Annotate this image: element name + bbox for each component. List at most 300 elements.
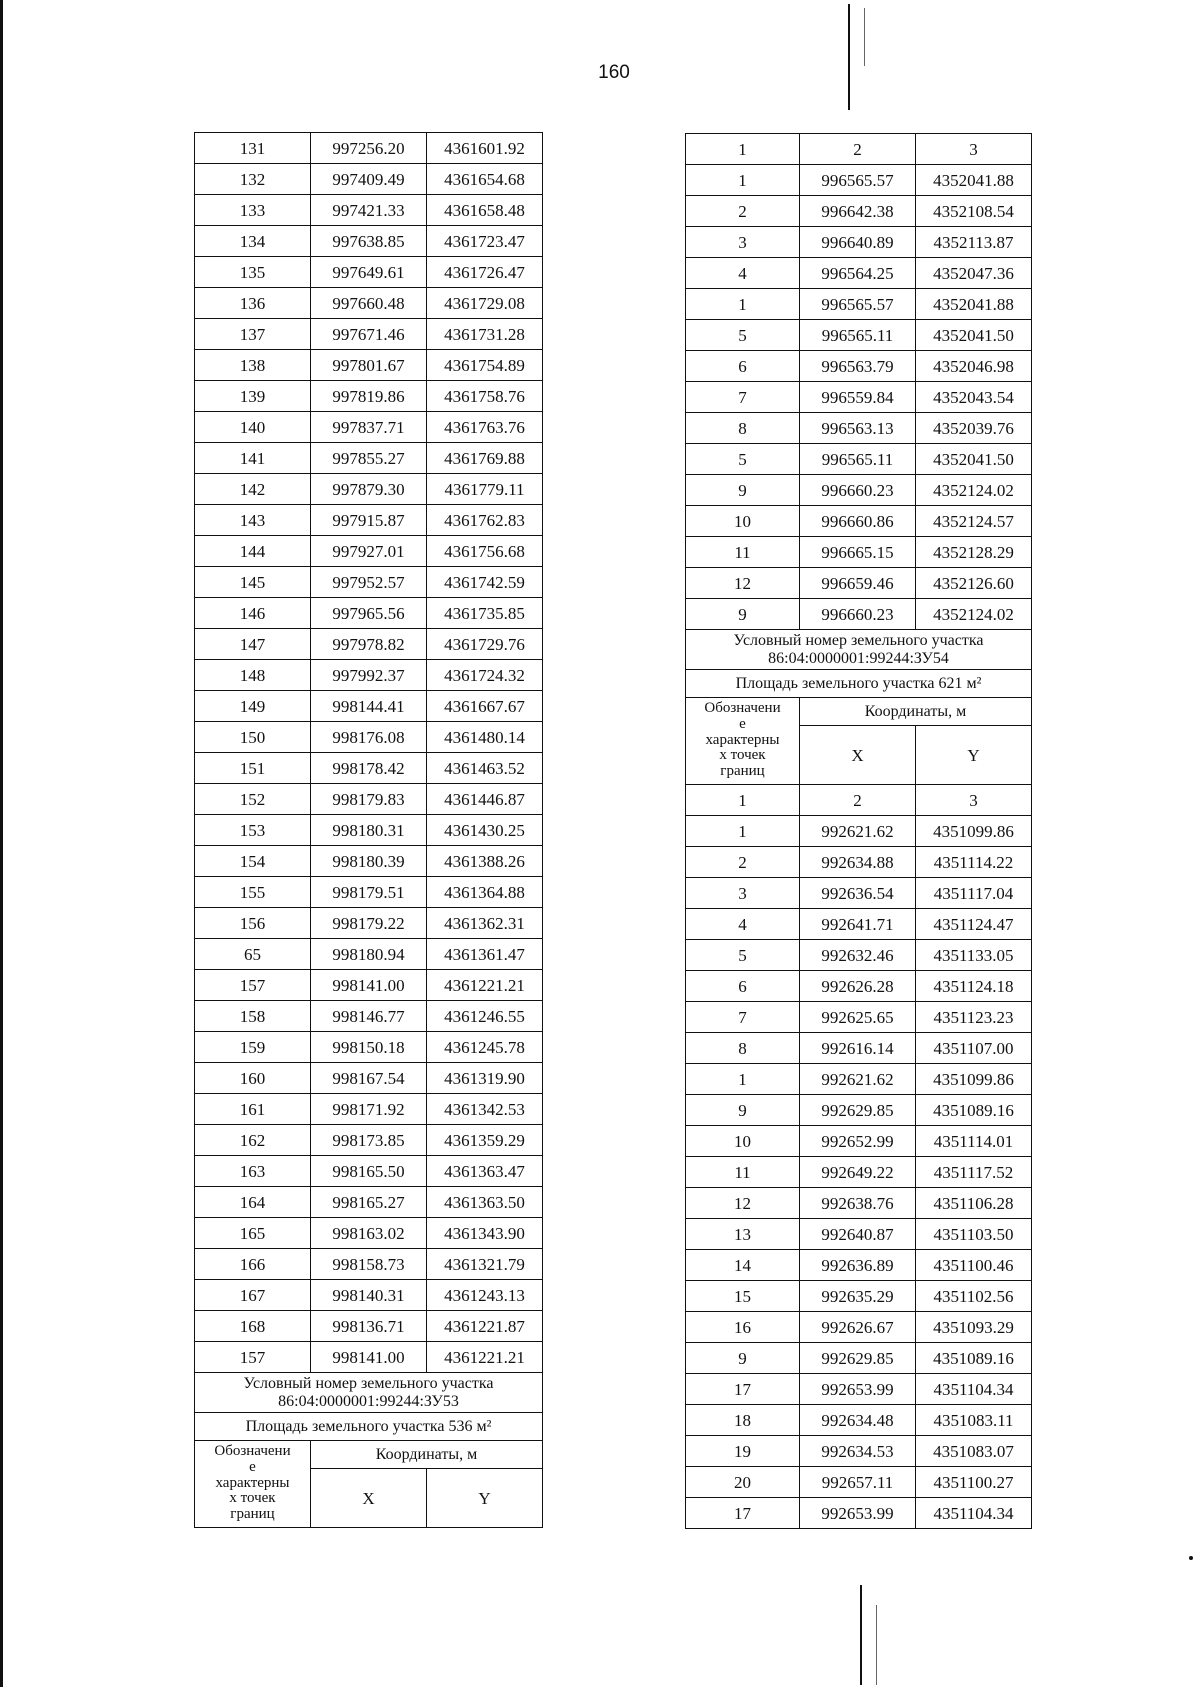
y-coordinate: 4361769.88 bbox=[427, 443, 543, 474]
point-number: 150 bbox=[195, 722, 311, 753]
y-coordinate: 4361729.08 bbox=[427, 288, 543, 319]
y-coordinate: 4361756.68 bbox=[427, 536, 543, 567]
y-coordinate: 4361658.48 bbox=[427, 195, 543, 226]
point-number: 6 bbox=[686, 351, 800, 382]
x-coordinate: 996559.84 bbox=[800, 382, 916, 413]
y-coordinate: 4361359.29 bbox=[427, 1125, 543, 1156]
table-row bbox=[686, 971, 1032, 1002]
column-number-2: 2 bbox=[800, 134, 916, 165]
point-number: 65 bbox=[195, 939, 311, 970]
y-coordinate: 4361221.21 bbox=[427, 970, 543, 1001]
x-coordinate: 998180.31 bbox=[311, 815, 427, 846]
table-row bbox=[195, 288, 543, 319]
point-number: 139 bbox=[195, 381, 311, 412]
table-row bbox=[195, 846, 543, 877]
x-coordinate: 997421.33 bbox=[311, 195, 427, 226]
table-row bbox=[195, 133, 543, 164]
y-coordinate: 4352126.60 bbox=[916, 568, 1032, 599]
y-coordinate: 4361735.85 bbox=[427, 598, 543, 629]
point-number: 19 bbox=[686, 1436, 800, 1467]
y-coordinate: 4361601.92 bbox=[427, 133, 543, 164]
point-number: 7 bbox=[686, 382, 800, 413]
x-coordinate: 998179.22 bbox=[311, 908, 427, 939]
table-row bbox=[195, 1187, 543, 1218]
table-row bbox=[686, 1312, 1032, 1343]
y-coordinate: 4361724.32 bbox=[427, 660, 543, 691]
x-coordinate: 992616.14 bbox=[800, 1033, 916, 1064]
point-number: 145 bbox=[195, 567, 311, 598]
x-coordinate: 998144.41 bbox=[311, 691, 427, 722]
y-coordinate: 4361362.31 bbox=[427, 908, 543, 939]
table-row bbox=[195, 1218, 543, 1249]
point-number: 157 bbox=[195, 970, 311, 1001]
y-coordinate: 4361361.47 bbox=[427, 939, 543, 970]
table-row bbox=[195, 505, 543, 536]
table-row bbox=[195, 1249, 543, 1280]
y-coordinate: 4351099.86 bbox=[916, 816, 1032, 847]
top-binding-line bbox=[848, 4, 850, 110]
plot-53-header bbox=[195, 1373, 543, 1528]
x-coordinate: 997992.37 bbox=[311, 660, 427, 691]
point-number: 160 bbox=[195, 1063, 311, 1094]
point-number: 15 bbox=[686, 1281, 800, 1312]
y-coordinate: 4351104.34 bbox=[916, 1374, 1032, 1405]
y-coordinate: 4361480.14 bbox=[427, 722, 543, 753]
table-row bbox=[195, 536, 543, 567]
y-coordinate: 4361729.76 bbox=[427, 629, 543, 660]
point-number: 1 bbox=[686, 816, 800, 847]
point-number: 11 bbox=[686, 537, 800, 568]
table-row bbox=[686, 506, 1032, 537]
point-number: 148 bbox=[195, 660, 311, 691]
point-designation-header bbox=[686, 698, 800, 785]
x-coordinate: 998140.31 bbox=[311, 1280, 427, 1311]
y-coordinate: 4361342.53 bbox=[427, 1094, 543, 1125]
x-coordinate: 996659.46 bbox=[800, 568, 916, 599]
x-coordinate: 992636.54 bbox=[800, 878, 916, 909]
point-number: 157 bbox=[195, 1342, 311, 1373]
y-coordinate: 4361364.88 bbox=[427, 877, 543, 908]
plot-caption-text: Условный номер земельного участка bbox=[243, 1375, 494, 1392]
point-number: 162 bbox=[195, 1125, 311, 1156]
x-coordinate: 998180.39 bbox=[311, 846, 427, 877]
point-number: 8 bbox=[686, 413, 800, 444]
point-number: 140 bbox=[195, 412, 311, 443]
x-coordinate: 998171.92 bbox=[311, 1094, 427, 1125]
table-row bbox=[686, 1002, 1032, 1033]
x-coordinate: 998180.94 bbox=[311, 939, 427, 970]
plot-caption bbox=[686, 630, 1032, 670]
column-header-row bbox=[686, 698, 1032, 726]
x-axis-header: X bbox=[311, 1469, 427, 1528]
plot-cadastral-number: 86:04:0000001:99244:ЗУ53 bbox=[278, 1392, 459, 1410]
table-row bbox=[195, 598, 543, 629]
y-coordinate: 4351100.46 bbox=[916, 1250, 1032, 1281]
plot-area: Площадь земельного участка 621 м² bbox=[686, 670, 1032, 698]
point-number: 1 bbox=[686, 289, 800, 320]
point-number: 151 bbox=[195, 753, 311, 784]
point-number: 9 bbox=[686, 475, 800, 506]
table-row bbox=[686, 599, 1032, 630]
point-number: 4 bbox=[686, 909, 800, 940]
point-number: 3 bbox=[686, 227, 800, 258]
y-coordinate: 4352041.50 bbox=[916, 320, 1032, 351]
table-row bbox=[686, 444, 1032, 475]
table-row bbox=[686, 351, 1032, 382]
column-number-2: 2 bbox=[800, 785, 916, 816]
x-coordinate: 992638.76 bbox=[800, 1188, 916, 1219]
header-line: х точек bbox=[229, 1490, 276, 1507]
table-row bbox=[195, 908, 543, 939]
table-row bbox=[686, 1498, 1032, 1529]
y-coordinate: 4351089.16 bbox=[916, 1095, 1032, 1126]
table-row bbox=[686, 258, 1032, 289]
x-coordinate: 992629.85 bbox=[800, 1095, 916, 1126]
left-table-rows bbox=[195, 133, 543, 1373]
x-coordinate: 992632.46 bbox=[800, 940, 916, 971]
table-row bbox=[686, 382, 1032, 413]
y-coordinate: 4361221.21 bbox=[427, 1342, 543, 1373]
x-coordinate: 998141.00 bbox=[311, 1342, 427, 1373]
y-coordinate: 4351114.01 bbox=[916, 1126, 1032, 1157]
point-number: 4 bbox=[686, 258, 800, 289]
x-coordinate: 992621.62 bbox=[800, 1064, 916, 1095]
table-row bbox=[686, 1374, 1032, 1405]
x-coordinate: 992641.71 bbox=[800, 909, 916, 940]
point-number: 164 bbox=[195, 1187, 311, 1218]
x-coordinate: 996565.11 bbox=[800, 444, 916, 475]
column-number-3: 3 bbox=[916, 785, 1032, 816]
x-coordinate: 996642.38 bbox=[800, 196, 916, 227]
x-coordinate: 997855.27 bbox=[311, 443, 427, 474]
y-coordinate: 4351133.05 bbox=[916, 940, 1032, 971]
y-coordinate: 4361779.11 bbox=[427, 474, 543, 505]
header-line: х точек bbox=[719, 747, 766, 764]
y-coordinate: 4361763.76 bbox=[427, 412, 543, 443]
column-header-row bbox=[195, 1441, 543, 1469]
point-number: 159 bbox=[195, 1032, 311, 1063]
table-row bbox=[195, 1032, 543, 1063]
point-number: 13 bbox=[686, 1219, 800, 1250]
y-coordinate: 4351093.29 bbox=[916, 1312, 1032, 1343]
y-coordinate: 4361430.25 bbox=[427, 815, 543, 846]
right-table-rows-part2 bbox=[686, 816, 1032, 1529]
point-number: 141 bbox=[195, 443, 311, 474]
point-number: 6 bbox=[686, 971, 800, 1002]
page-number: 160 bbox=[598, 62, 630, 83]
table-row bbox=[195, 1063, 543, 1094]
y-coordinate: 4352039.76 bbox=[916, 413, 1032, 444]
table-row bbox=[686, 413, 1032, 444]
table-row bbox=[195, 1342, 543, 1373]
point-number: 2 bbox=[686, 847, 800, 878]
y-coordinate: 4352124.57 bbox=[916, 506, 1032, 537]
x-coordinate: 998150.18 bbox=[311, 1032, 427, 1063]
point-designation-header bbox=[195, 1441, 311, 1528]
x-coordinate: 992657.11 bbox=[800, 1467, 916, 1498]
header-line: характерны bbox=[705, 731, 780, 748]
y-axis-header: Y bbox=[916, 726, 1032, 785]
x-coordinate: 996660.23 bbox=[800, 599, 916, 630]
point-number: 17 bbox=[686, 1374, 800, 1405]
coordinates-table-right bbox=[685, 133, 1032, 1529]
x-coordinate: 996563.13 bbox=[800, 413, 916, 444]
x-coordinate: 998167.54 bbox=[311, 1063, 427, 1094]
point-number: 5 bbox=[686, 444, 800, 475]
x-coordinate: 998165.27 bbox=[311, 1187, 427, 1218]
table-row bbox=[686, 227, 1032, 258]
plot-caption-row bbox=[686, 630, 1032, 670]
table-row bbox=[195, 1094, 543, 1125]
table-row bbox=[195, 350, 543, 381]
x-coordinate: 996660.86 bbox=[800, 506, 916, 537]
x-coordinate: 996640.89 bbox=[800, 227, 916, 258]
y-coordinate: 4361731.28 bbox=[427, 319, 543, 350]
y-coordinate: 4361742.59 bbox=[427, 567, 543, 598]
scan-dot bbox=[1189, 1556, 1193, 1560]
table-row bbox=[686, 1095, 1032, 1126]
y-coordinate: 4351124.18 bbox=[916, 971, 1032, 1002]
y-coordinate: 4351107.00 bbox=[916, 1033, 1032, 1064]
y-coordinate: 4351102.56 bbox=[916, 1281, 1032, 1312]
table-row bbox=[195, 567, 543, 598]
y-coordinate: 4352047.36 bbox=[916, 258, 1032, 289]
point-number: 158 bbox=[195, 1001, 311, 1032]
point-number: 8 bbox=[686, 1033, 800, 1064]
point-number: 168 bbox=[195, 1311, 311, 1342]
point-number: 147 bbox=[195, 629, 311, 660]
header-line: Обозначени bbox=[704, 700, 781, 717]
point-number: 142 bbox=[195, 474, 311, 505]
y-coordinate: 4352041.88 bbox=[916, 165, 1032, 196]
table-row bbox=[686, 1281, 1032, 1312]
x-coordinate: 997915.87 bbox=[311, 505, 427, 536]
x-coordinate: 992626.67 bbox=[800, 1312, 916, 1343]
point-number: 1 bbox=[686, 1064, 800, 1095]
left-edge-scan-line bbox=[0, 0, 3, 1687]
point-number: 3 bbox=[686, 878, 800, 909]
table-row bbox=[195, 1125, 543, 1156]
x-coordinate: 992634.48 bbox=[800, 1405, 916, 1436]
table-row bbox=[686, 1188, 1032, 1219]
x-coordinate: 992652.99 bbox=[800, 1126, 916, 1157]
x-coordinate: 997978.82 bbox=[311, 629, 427, 660]
table-row bbox=[195, 939, 543, 970]
table-row bbox=[686, 1467, 1032, 1498]
x-coordinate: 997409.49 bbox=[311, 164, 427, 195]
x-coordinate: 992649.22 bbox=[800, 1157, 916, 1188]
table-row bbox=[686, 847, 1032, 878]
point-number: 153 bbox=[195, 815, 311, 846]
point-number: 144 bbox=[195, 536, 311, 567]
coordinates-table-left bbox=[194, 132, 543, 1528]
x-coordinate: 997649.61 bbox=[311, 257, 427, 288]
table-row bbox=[195, 474, 543, 505]
y-coordinate: 4351099.86 bbox=[916, 1064, 1032, 1095]
x-coordinate: 998173.85 bbox=[311, 1125, 427, 1156]
point-number: 5 bbox=[686, 320, 800, 351]
y-coordinate: 4361667.67 bbox=[427, 691, 543, 722]
point-number: 12 bbox=[686, 1188, 800, 1219]
y-coordinate: 4351124.47 bbox=[916, 909, 1032, 940]
point-number: 20 bbox=[686, 1467, 800, 1498]
table-row bbox=[195, 815, 543, 846]
x-coordinate: 996565.57 bbox=[800, 165, 916, 196]
point-number: 155 bbox=[195, 877, 311, 908]
table-row bbox=[195, 381, 543, 412]
header-line: границ bbox=[230, 1506, 275, 1523]
table-row bbox=[195, 722, 543, 753]
x-coordinate: 997819.86 bbox=[311, 381, 427, 412]
table-row bbox=[195, 1001, 543, 1032]
y-coordinate: 4361243.13 bbox=[427, 1280, 543, 1311]
y-coordinate: 4351083.11 bbox=[916, 1405, 1032, 1436]
y-coordinate: 4351123.23 bbox=[916, 1002, 1032, 1033]
x-coordinate: 997879.30 bbox=[311, 474, 427, 505]
point-number: 9 bbox=[686, 1095, 800, 1126]
column-number-row bbox=[686, 785, 1032, 816]
point-number: 10 bbox=[686, 1126, 800, 1157]
table-row bbox=[686, 568, 1032, 599]
y-coordinate: 4352124.02 bbox=[916, 475, 1032, 506]
point-number: 135 bbox=[195, 257, 311, 288]
x-coordinate: 992636.89 bbox=[800, 1250, 916, 1281]
coordinates-header: Координаты, м bbox=[311, 1441, 543, 1469]
point-number: 149 bbox=[195, 691, 311, 722]
x-coordinate: 992625.65 bbox=[800, 1002, 916, 1033]
x-coordinate: 997660.48 bbox=[311, 288, 427, 319]
point-number: 138 bbox=[195, 350, 311, 381]
table-row bbox=[686, 1405, 1032, 1436]
point-number: 9 bbox=[686, 1343, 800, 1374]
y-coordinate: 4351089.16 bbox=[916, 1343, 1032, 1374]
y-coordinate: 4361246.55 bbox=[427, 1001, 543, 1032]
x-coordinate: 992653.99 bbox=[800, 1374, 916, 1405]
table-row bbox=[686, 196, 1032, 227]
x-coordinate: 992653.99 bbox=[800, 1498, 916, 1529]
plot-caption-text: Условный номер земельного участка bbox=[733, 632, 984, 649]
x-coordinate: 992629.85 bbox=[800, 1343, 916, 1374]
header-line: е bbox=[739, 715, 746, 732]
y-coordinate: 4351083.07 bbox=[916, 1436, 1032, 1467]
y-coordinate: 4361654.68 bbox=[427, 164, 543, 195]
x-coordinate: 998136.71 bbox=[311, 1311, 427, 1342]
plot-caption bbox=[195, 1373, 543, 1413]
table-row bbox=[686, 289, 1032, 320]
point-number: 9 bbox=[686, 599, 800, 630]
x-coordinate: 998179.51 bbox=[311, 877, 427, 908]
point-number: 143 bbox=[195, 505, 311, 536]
table-row bbox=[686, 1157, 1032, 1188]
table-row bbox=[195, 257, 543, 288]
table-row bbox=[195, 443, 543, 474]
x-coordinate: 998141.00 bbox=[311, 970, 427, 1001]
y-coordinate: 4361463.52 bbox=[427, 753, 543, 784]
point-number: 14 bbox=[686, 1250, 800, 1281]
y-coordinate: 4361388.26 bbox=[427, 846, 543, 877]
y-coordinate: 4352113.87 bbox=[916, 227, 1032, 258]
y-coordinate: 4361758.76 bbox=[427, 381, 543, 412]
y-coordinate: 4352043.54 bbox=[916, 382, 1032, 413]
table-row bbox=[195, 1280, 543, 1311]
point-number: 134 bbox=[195, 226, 311, 257]
y-coordinate: 4352128.29 bbox=[916, 537, 1032, 568]
point-number: 1 bbox=[686, 165, 800, 196]
header-line: Обозначени bbox=[214, 1443, 291, 1460]
point-number: 11 bbox=[686, 1157, 800, 1188]
y-coordinate: 4361726.47 bbox=[427, 257, 543, 288]
y-axis-header: Y bbox=[427, 1469, 543, 1528]
y-coordinate: 4351117.04 bbox=[916, 878, 1032, 909]
point-number: 154 bbox=[195, 846, 311, 877]
y-coordinate: 4351114.22 bbox=[916, 847, 1032, 878]
plot-area: Площадь земельного участка 536 м² bbox=[195, 1413, 543, 1441]
plot-cadastral-number: 86:04:0000001:99244:ЗУ54 bbox=[768, 649, 949, 667]
table-row bbox=[195, 195, 543, 226]
x-coordinate: 992640.87 bbox=[800, 1219, 916, 1250]
x-coordinate: 998176.08 bbox=[311, 722, 427, 753]
y-coordinate: 4361343.90 bbox=[427, 1218, 543, 1249]
column-number-3: 3 bbox=[916, 134, 1032, 165]
plot-caption-row bbox=[195, 1373, 543, 1413]
right-top-header bbox=[686, 134, 1032, 165]
coordinates-header: Координаты, м bbox=[800, 698, 1032, 726]
table-row bbox=[195, 691, 543, 722]
x-coordinate: 997837.71 bbox=[311, 412, 427, 443]
table-row bbox=[686, 878, 1032, 909]
table-row bbox=[195, 660, 543, 691]
point-number: 152 bbox=[195, 784, 311, 815]
table-row bbox=[686, 1033, 1032, 1064]
table-row bbox=[195, 784, 543, 815]
table-row bbox=[195, 1156, 543, 1187]
table-row bbox=[195, 412, 543, 443]
y-coordinate: 4352108.54 bbox=[916, 196, 1032, 227]
x-coordinate: 997256.20 bbox=[311, 133, 427, 164]
x-coordinate: 998158.73 bbox=[311, 1249, 427, 1280]
table-row bbox=[686, 537, 1032, 568]
x-coordinate: 998163.02 bbox=[311, 1218, 427, 1249]
x-coordinate: 996564.25 bbox=[800, 258, 916, 289]
point-number: 146 bbox=[195, 598, 311, 629]
header-line: границ bbox=[720, 763, 765, 780]
y-coordinate: 4361245.78 bbox=[427, 1032, 543, 1063]
point-number: 133 bbox=[195, 195, 311, 226]
y-coordinate: 4361723.47 bbox=[427, 226, 543, 257]
y-coordinate: 4361754.89 bbox=[427, 350, 543, 381]
header-line: е bbox=[249, 1458, 256, 1475]
point-number: 166 bbox=[195, 1249, 311, 1280]
x-coordinate: 997638.85 bbox=[311, 226, 427, 257]
y-coordinate: 4352041.88 bbox=[916, 289, 1032, 320]
y-coordinate: 4361363.47 bbox=[427, 1156, 543, 1187]
point-number: 167 bbox=[195, 1280, 311, 1311]
plot-area-row bbox=[195, 1413, 543, 1441]
x-axis-header: X bbox=[800, 726, 916, 785]
column-number-1: 1 bbox=[686, 785, 800, 816]
plot-area-row bbox=[686, 670, 1032, 698]
point-number: 131 bbox=[195, 133, 311, 164]
x-coordinate: 992635.29 bbox=[800, 1281, 916, 1312]
y-coordinate: 4352046.98 bbox=[916, 351, 1032, 382]
table-row bbox=[195, 877, 543, 908]
y-coordinate: 4361321.79 bbox=[427, 1249, 543, 1280]
y-coordinate: 4361762.83 bbox=[427, 505, 543, 536]
header-line: характерны bbox=[215, 1474, 290, 1491]
column-number-1: 1 bbox=[686, 134, 800, 165]
x-coordinate: 992626.28 bbox=[800, 971, 916, 1002]
table-row bbox=[686, 475, 1032, 506]
